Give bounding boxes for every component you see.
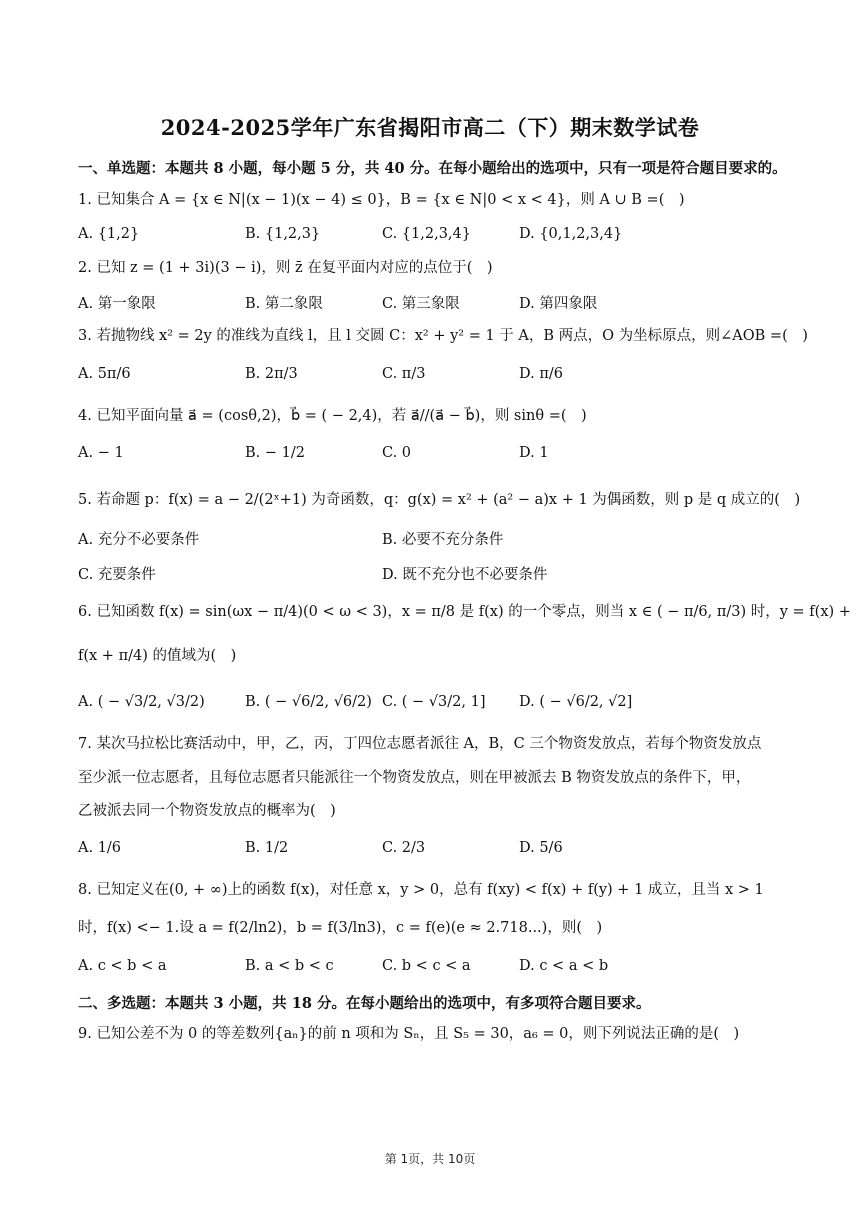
question-2-option-c: C. 第三象限 [382, 296, 460, 312]
question-7-option-c: C. 2/3 [382, 840, 426, 856]
question-7-stem: 7. 某次马拉松比赛活动中，甲，乙，丙，丁四位志愿者派往 A，B，C 三个物资发放点，若每个物资发放点 [78, 736, 762, 752]
question-6-option-c: C. ( − √3/2, 1] [382, 694, 486, 710]
question-6-stem: 6. 已知函数 f(x) = sin(ωx − π/4)(0 < ω < 3)，x = π/8 是 f(x) 的一个零点，则当 x ∈ ( − π/6, π/3) 时，y = f(x) + [78, 604, 851, 620]
question-5-stem: 5. 若命题 p：f(x) = a − 2/(2ˣ+1) 为奇函数，q：g(x) = x² + (a² − a)x + 1 为偶函数，则 p 是 q 成立的( ) [78, 492, 801, 508]
question-1-option-d: D. {0,1,2,3,4} [519, 226, 623, 242]
question-3-stem: 3. 若抛物线 x² = 2y 的准线为直线 l，且 l 交圆 C：x² + y² = 1 于 A，B 两点，O 为坐标原点，则∠AOB =( ) [78, 328, 808, 344]
question-8-stem: 8. 已知定义在(0, + ∞)上的函数 f(x)，对任意 x，y > 0，总有 f(xy) < f(x) + f(y) + 1 成立，且当 x > 1 [78, 882, 764, 898]
question-9-stem: 9. 已知公差不为 0 的等差数列{aₙ}的前 n 项和为 Sₙ，且 S₅ = 30，a₆ = 0，则下列说法正确的是( ) [78, 1026, 740, 1042]
section-heading-multiple-choice: 二、多选题：本题共 3 小题，共 18 分。在每小题给出的选项中，有多项符合题目要求。 [78, 995, 651, 1012]
question-8-option-b: B. a < b < c [245, 958, 334, 974]
question-6-stem-continued: f(x + π/4) 的值域为( ) [78, 648, 237, 664]
question-6-option-a: A. ( − √3/2, √3/2) [78, 694, 205, 710]
question-8-option-c: C. b < c < a [382, 958, 471, 974]
page-footer: 第 1页，共 10页 [384, 1152, 476, 1166]
question-7-option-d: D. 5/6 [519, 840, 563, 856]
question-1-option-a: A. {1,2} [78, 226, 140, 242]
question-3-option-a: A. 5π/6 [78, 366, 131, 382]
question-4-option-b: B. − 1/2 [245, 445, 305, 461]
question-3-option-d: D. π/6 [519, 366, 563, 382]
question-4-option-c: C. 0 [382, 445, 412, 461]
section-heading-single-choice: 一、单选题：本题共 8 小题，每小题 5 分，共 40 分。在每小题给出的选项中，只有一项是符合题目要求的。 [78, 160, 787, 177]
question-8-option-a: A. c < b < a [78, 958, 167, 974]
question-2-option-a: A. 第一象限 [78, 296, 156, 312]
question-7-option-b: B. 1/2 [245, 840, 289, 856]
question-5-option-a: A. 充分不必要条件 [78, 532, 200, 548]
question-8-option-d: D. c < a < b [519, 958, 609, 974]
question-5-option-c: C. 充要条件 [78, 567, 156, 583]
question-7-stem-line-2: 至少派一位志愿者，且每位志愿者只能派往一个物资发放点，则在甲被派去 B 物资发放点的条件下，甲， [78, 770, 751, 786]
question-3-option-c: C. π/3 [382, 366, 426, 382]
question-2-stem: 2. 已知 z = (1 + 3i)(3 − i)，则 z̄ 在复平面内对应的点位于( ) [78, 260, 493, 276]
question-1-option-c: C. {1,2,3,4} [382, 226, 471, 242]
exam-title: 2024-2025学年广东省揭阳市高二（下）期末数学试卷 [160, 115, 700, 140]
question-4-stem: 4. 已知平面向量 a⃗ = (cosθ,2)，b⃗ = ( − 2,4)，若 a⃗//(a⃗ − b⃗)，则 sinθ =( ) [78, 408, 587, 424]
question-4-option-d: D. 1 [519, 445, 549, 461]
question-6-option-d: D. ( − √6/2, √2] [519, 694, 633, 710]
question-6-option-b: B. ( − √6/2, √6/2) [245, 694, 372, 710]
question-1-stem: 1. 已知集合 A = {x ∈ N|(x − 1)(x − 4) ≤ 0}，B = {x ∈ N|0 < x < 4}，则 A ∪ B =( ) [78, 192, 685, 208]
question-2-option-d: D. 第四象限 [519, 296, 598, 312]
question-7-stem-line-3: 乙被派去同一个物资发放点的概率为( ) [78, 803, 336, 819]
question-5-option-d: D. 既不充分也不必要条件 [382, 567, 548, 583]
question-4-option-a: A. − 1 [78, 445, 124, 461]
question-5-option-b: B. 必要不充分条件 [382, 532, 504, 548]
question-8-stem-continued: 时，f(x) <− 1.设 a = f(2/ln2)，b = f(3/ln3)，c = f(e)(e ≈ 2.718...)，则( ) [78, 920, 603, 936]
question-3-option-b: B. 2π/3 [245, 366, 298, 382]
question-2-option-b: B. 第二象限 [245, 296, 323, 312]
question-7-option-a: A. 1/6 [78, 840, 122, 856]
question-1-option-b: B. {1,2,3} [245, 226, 321, 242]
